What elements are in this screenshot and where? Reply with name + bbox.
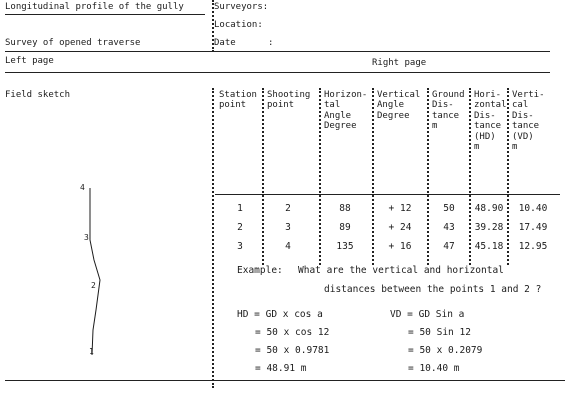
- sketch-point-2: 2: [91, 281, 96, 290]
- sketch-point-4: 4: [80, 183, 85, 192]
- cell-station: 1: [237, 203, 243, 214]
- sketch-point-3: 3: [84, 233, 89, 242]
- cell-shooting: 2: [285, 203, 291, 214]
- date-colon: :: [268, 38, 274, 48]
- field-sketch-label: Field sketch: [5, 90, 71, 100]
- cell-horizontal-distance: 39.28: [474, 222, 504, 233]
- left-page-label: Left page: [5, 56, 54, 66]
- header-vertical-distance: Verti- cal Dis- tance (VD) m: [512, 90, 545, 153]
- hd-result: = 48.91 m: [255, 363, 307, 374]
- gully-profile-line: [90, 188, 100, 355]
- cell-ground-distance: 50: [443, 203, 455, 214]
- header-vertical-angle: Vertical Angle Degree: [377, 90, 421, 121]
- location-label: Location:: [214, 20, 263, 30]
- pages-divider: [5, 72, 550, 73]
- cell-ground-distance: 43: [443, 222, 455, 233]
- cell-v-angle: + 16: [388, 241, 412, 252]
- header-horizontal-distance: Hori- zontal Dis- tance (HD) m: [474, 90, 507, 153]
- survey-type: Survey of opened traverse: [5, 38, 141, 48]
- cell-h-angle: 89: [339, 222, 351, 233]
- cell-station: 3: [237, 241, 243, 252]
- cell-vertical-distance: 12.95: [518, 241, 548, 252]
- right-page-label: Right page: [372, 58, 427, 68]
- field-sketch-drawing: [80, 180, 120, 360]
- cell-vertical-distance: 10.40: [518, 203, 548, 214]
- cell-shooting: 4: [285, 241, 291, 252]
- sketch-point-1: 1: [89, 347, 94, 356]
- hd-formula-line: = 50 x 0.9781: [255, 345, 330, 356]
- form-title: Longitudinal profile of the gully: [5, 2, 184, 12]
- cell-horizontal-distance: 45.18: [474, 241, 504, 252]
- header-shooting-point: Shooting point: [267, 90, 311, 111]
- table-header-divider: [215, 194, 560, 195]
- example-question-line1: What are the vertical and horizontal: [298, 265, 504, 276]
- cell-ground-distance: 47: [443, 241, 455, 252]
- cell-v-angle: + 24: [388, 222, 412, 233]
- cell-vertical-distance: 17.49: [518, 222, 548, 233]
- cell-horizontal-distance: 48.90: [474, 203, 504, 214]
- cell-h-angle: 88: [339, 203, 351, 214]
- title-underline: [5, 14, 205, 15]
- date-label: Date: [214, 38, 236, 48]
- vd-formula-line: = 50 Sin 12: [408, 327, 471, 338]
- vd-result: = 10.40 m: [408, 363, 460, 374]
- example-label: Example:: [237, 265, 283, 276]
- vd-formula-line: = 50 x 0.2079: [408, 345, 483, 356]
- surveyors-label: Surveyors:: [214, 2, 269, 12]
- header-ground-distance: Ground Dis- tance m: [432, 90, 465, 132]
- hd-formula-line: = 50 x cos 12: [255, 327, 330, 338]
- cell-h-angle: 135: [336, 241, 354, 252]
- footer-divider: [5, 380, 565, 381]
- vd-formula-line: VD = GD Sin a: [390, 309, 465, 320]
- cell-shooting: 3: [285, 222, 291, 233]
- header-station-point: Station point: [219, 90, 257, 111]
- header-divider: [5, 51, 550, 52]
- hd-formula-line: HD = GD x cos a: [237, 309, 323, 320]
- cell-v-angle: + 12: [388, 203, 412, 214]
- example-question-line2: distances between the points 1 and 2 ?: [324, 284, 542, 295]
- cell-station: 2: [237, 222, 243, 233]
- header-horizontal-angle: Horizon- tal Angle Degree: [324, 90, 368, 132]
